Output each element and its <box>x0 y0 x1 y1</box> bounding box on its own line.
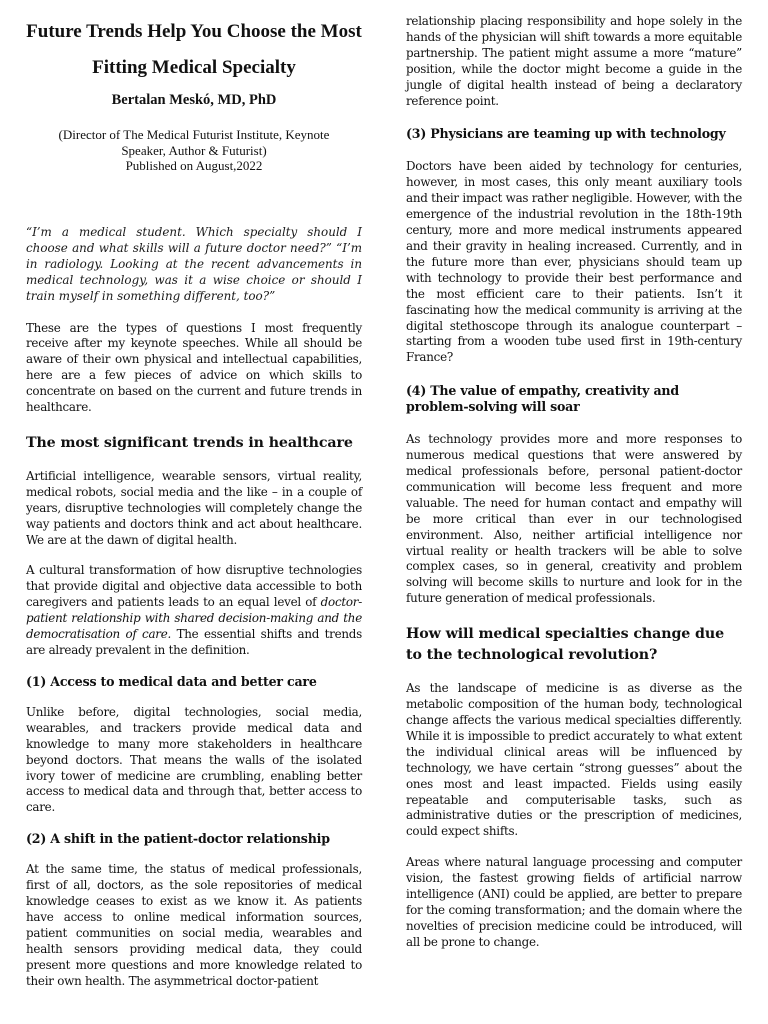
right-column <box>406 14 742 951</box>
published-date: Published on August,2022 <box>125 158 263 173</box>
trends-paragraph-2 <box>26 563 362 658</box>
trend3-body: Doctors have been aided by technology for centuries, however, in most cases, this only meant auxiliary tools and their impact was rather negligible. However, with the emergence of the industrial revolution in the 18th-19th century, more and more medical instruments appeared and their gravity in healing increased. Currently, and in the future more than ever, physicians should team up with technology to provide their best performance and the most efficient care to their patients. Isn’t it fascinating how the medical community is arriving at the digital stethoscope through its analogue counterpart – starting from a wooden tube used first in 19th-century France? <box>406 159 742 365</box>
trend1-heading: (1) Access to medical data and better care <box>26 673 317 689</box>
trend1-body: Unlike before, digital technologies, social media, wearables, and trackers provide medical data and knowledge to many more stakeholders in healthcare beyond doctors. That means the walls of the isolated ivory tower of medicine are crumbling, enabling better access to medical data and through that, better access to care. <box>26 704 362 815</box>
trend3-heading: (3) Physicians are teaming up with technology <box>406 126 726 142</box>
trend2-heading: (2) A shift in the patient-doctor relationship <box>26 831 330 847</box>
trend4-heading: (4) The value of empathy, creativity and problem-solving will soar <box>406 383 679 415</box>
specialties-heading: How will medical specialties change due to the technological revolution? <box>406 626 725 664</box>
trends-p2-start: A cultural transformation of how disruptive technologies that provide digital and objective data accessible to both caregivers and patients leads to an equal level of <box>26 563 362 610</box>
trends-heading: The most significant trends in healthcare <box>26 434 353 451</box>
title-line-2: Fitting Medical Specialty <box>92 57 296 78</box>
trends-p2-end: The essential shifts and trends are already prevalent in the definition. <box>26 627 362 657</box>
intro-paragraph: These are the types of questions I most frequently receive after my keynote speeches. While all should be aware of their own physical and intellectual capabilities, here are a few pieces of advice on which skills to concentrate on based on the current and future trends in healthcare. <box>26 320 362 415</box>
specialties-paragraph-1: As the landscape of medicine is as diverse as the metabolic composition of the human body, technological change affects the various medical specialties differently. While it is impossible to predict accurately to what extent the individual clinical areas will be influenced by technology, we have certain “strong guesses” about the ones most and least impacted. Fields using easily repeatable and computerisable tasks, such as administrative duties or the prescription of medicines, could expect shifts. <box>406 681 742 839</box>
trend2-body-right: relationship placing responsibility and hope solely in the hands of the physician will shift towards a more equitable partnership. The patient might assume a more “mature” position, while the doctor might become a guide in the jungle of digital health instead of being a declaratory reference point. <box>406 14 742 108</box>
author-affiliation <box>36 127 352 174</box>
author-name: Bertalan Meskó, MD, PhD <box>111 92 277 108</box>
title-line-1: Future Trends Help You Choose the Most <box>26 21 362 42</box>
intro-quote: “I’m a medical student. Which specialty should I choose and what skills will a future doctor need?” “I’m in radiology. Looking at the recent advancements in medical technology, was it a wise choice or should I train myself in something different, too?” <box>26 224 362 303</box>
trend4-body: As technology provides more and more responses to numerous medical questions that were answered by medical professionals before, personal patient-doctor communication will become less frequent and more valuable. The need for human contact and empathy will be more critical than ever in our technologised environment. Also, neither artificial intelligence nor virtual reality or health trackers will be able to solve complex cases, so in general, creativity and problem solving will become skills to nurture and look for in the future generation of medical professionals. <box>406 432 742 606</box>
left-column <box>26 14 362 990</box>
specialties-paragraph-2: Areas where natural language processing and computer vision, the fastest growing fields of artificial narrow intelligence (ANI) could be applied, are better to prepare for the coming transformation; and the domain where the novelties of precision medicine could be introduced, will all be prone to change. <box>406 855 742 949</box>
trend2-body-left: At the same time, the status of medical professionals, first of all, doctors, as the sole repositories of medical knowledge ceases to exist as we know it. As patients have access to online medical information sources, patient communities on social media, wearables and health sensors providing medical data, they could present more questions and more knowledge related to their own health. The asymmetrical doctor-patient <box>26 862 362 988</box>
affiliation-text: (Director of The Medical Futurist Institute, Keynote Speaker, Author & Futurist) <box>58 127 330 158</box>
trends-p2-emphasis: doctor-patient relationship with shared decision-making and the democratisation of care. <box>26 595 362 642</box>
trends-paragraph-1: Artificial intelligence, wearable sensors, virtual reality, medical robots, social media and the like – in a couple of years, disruptive technologies will completely change the way patients and doctors think and act about healthcare. We are at the dawn of digital health. <box>26 468 362 547</box>
article-title <box>26 14 362 86</box>
